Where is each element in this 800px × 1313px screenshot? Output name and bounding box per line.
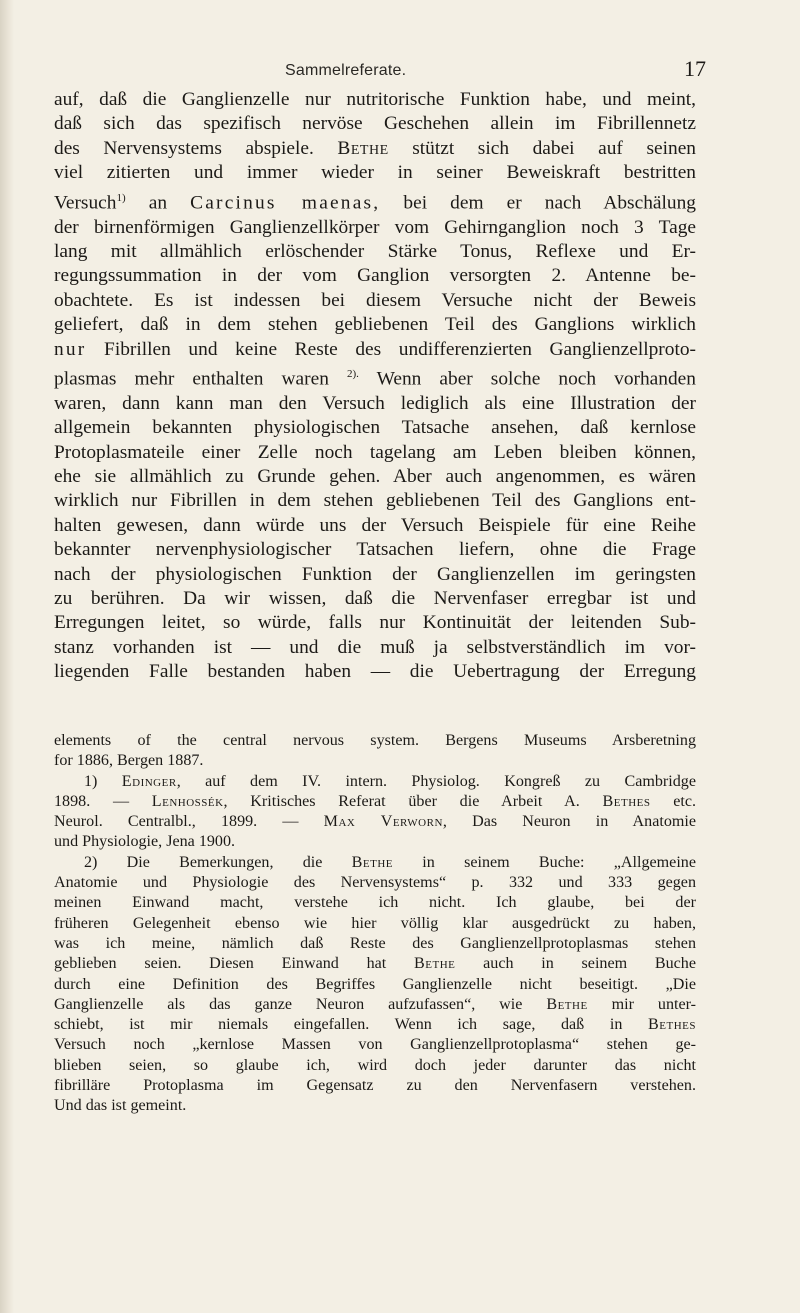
body-line: Erregungen leitet, so würde, falls nur Kontinuität der leitenden Sub- — [54, 612, 696, 634]
body-line: halten gewesen, dann würde uns der Versuch Beispiele für eine Reihe — [54, 514, 696, 536]
emphasis: nur — [54, 338, 87, 360]
body-line: bekannter nervenphysiologischer Tatsachen liefern, ohne die Frage — [54, 539, 696, 561]
body-line: wirklich nur Fibrillen in dem stehen gebliebenen Teil des Ganglions ent- — [54, 490, 696, 512]
body-line: ehe sie allmählich zu Grunde gehen. Aber auch angenommen, es wären — [54, 466, 696, 488]
body-line: zu berühren. Da wir wissen, daß die Nervenfaser erregbar ist und — [54, 588, 696, 610]
footnote-line: Anatomie und Physiologie des Nervensystems“ p. 332 und 333 gegen — [54, 874, 696, 892]
footnote-line: Und das ist gemeint. — [54, 1097, 187, 1115]
body-line: Protoplasmateile einer Zelle noch tagelang am Leben bleiben können, — [54, 441, 696, 463]
body-line: waren, dann kann man den Versuch lediglich als eine Illustration der — [54, 392, 696, 414]
author-name: Bethes — [602, 792, 651, 810]
footnote-ref: 1) — [116, 191, 126, 204]
footnote-line: geblieben seien. Diesen Einwand hat Bethe auch in seinem Buche — [54, 955, 696, 973]
page-number: 17 — [684, 56, 706, 81]
footnote-line: 2) Die Bemerkungen, die Bethe in seinem Buche: „Allgemeine — [84, 853, 696, 871]
footnote-line: was ich meine, nämlich daß Reste des Ganglienzellprotoplasmas stehen — [54, 934, 696, 952]
body-line: obachtete. Es ist indessen bei diesem Versuche nicht der Beweis — [54, 289, 696, 311]
body-line: Versuch$^{1)}$ an Carcinus maenas, bei dem er nach Abschälung — [54, 191, 696, 214]
footnote-line: schiebt, ist mir niemals eingefallen. Wenn ich sage, daß in Bethes — [54, 1016, 696, 1034]
body-line: regungssummation in der vom Ganglion versorgten 2. Antenne be- — [54, 265, 696, 287]
footnote-line: Ganglienzelle als das ganze Neuron aufzufassen“, wie Bethe mir unter- — [54, 995, 697, 1013]
body-line: daß sich das spezifisch nervöse Geschehen allein im Fibrillennetz — [54, 113, 696, 135]
species-name: Carcinus maenas, — [190, 192, 381, 214]
body-line: stanz vorhanden ist — und die muß ja selbstverständlich im vor- — [54, 636, 696, 658]
author-name: Bethes — [648, 1016, 696, 1034]
body-line: nach der physiologischen Funktion der Ganglienzellen im geringsten — [54, 563, 696, 585]
body-line: viel zitierten und immer wieder in seiner Beweiskraft bestritten — [54, 162, 696, 184]
footnote-line: durch eine Definition des Begriffes Ganglienzelle nicht beseitigt. „Die — [54, 975, 696, 993]
footnote-line: Versuch noch „kernlose Massen von Ganglienzellprotoplasma“ stehen ge- — [54, 1036, 696, 1054]
footnote-line: 1) Edinger, auf dem IV. intern. Physiolog. Kongreß zu Cambridge — [84, 772, 696, 790]
footnote-line: meinen Einwand macht, verstehe ich nicht. Ich glaube, bei der — [54, 894, 696, 912]
author-name: Edinger — [121, 772, 177, 790]
body-line: auf, daß die Ganglienzelle nur nutritorische Funktion habe, und meint, — [54, 89, 696, 110]
running-head: Sammelreferate. — [285, 62, 407, 79]
author-name: Bethe — [351, 853, 394, 871]
author-name: Max Verworn — [323, 813, 443, 831]
footnote-line: blieben seien, so glaube ich, wird doch jeder darunter das nicht — [54, 1056, 696, 1074]
footnote-line: Neurol. Centralbl., 1899. — Max Verworn, Das Neuron in Anatomie — [54, 813, 696, 831]
footnote-ref: 2). — [346, 367, 359, 380]
author-name: Lenhossék — [151, 792, 224, 810]
body-line: geliefert, daß in dem stehen gebliebenen Teil des Ganglions wirklich — [54, 314, 696, 336]
page-edge-shadow — [0, 0, 14, 1313]
footnote-line: for 1886, Bergen 1887. — [54, 752, 204, 770]
body-line: allgemein bekannten physiologischen Tatsache ansehen, daß kernlose — [54, 417, 696, 439]
author-name: Bethe — [337, 137, 389, 159]
body-line: der birnenförmigen Ganglienzellkörper vom Gehirnganglion noch 3 Tage — [54, 216, 696, 238]
author-name: Bethe — [414, 955, 456, 973]
footnote-line: 1898. — Lenhossék, Kritisches Referat über die Arbeit A. Bethes etc. — [54, 792, 696, 810]
footnote-line: fibrilläre Protoplasma im Gegensatz zu den Nervenfasern verstehen. — [54, 1077, 696, 1095]
footnotes — [54, 731, 696, 1117]
body-text — [54, 88, 696, 685]
body-line: plasmas mehr enthalten waren $^{2).}$ Wenn aber solche noch vorhanden — [54, 367, 696, 390]
author-name: Bethe — [546, 995, 588, 1013]
footnote-line: früheren Gelegenheit ebenso wie hier völlig klar ausgedrückt zu haben, — [54, 914, 696, 932]
body-line: des Nervensystems abspiele. Bethe stützt sich dabei auf seinen — [54, 137, 696, 159]
footnote-line: und Physiologie, Jena 1900. — [54, 833, 236, 851]
body-line: nur Fibrillen und keine Reste des undifferenzierten Ganglienzellproto- — [54, 338, 696, 360]
body-line: lang mit allmählich erlöschender Stärke Tonus, Reflexe und Er- — [54, 240, 696, 262]
body-line: liegenden Falle bestanden haben — die Uebertragung der Erregung — [54, 661, 696, 683]
footnote-line: elements of the central nervous system. Bergens Museums Arsberetning — [54, 732, 696, 749]
